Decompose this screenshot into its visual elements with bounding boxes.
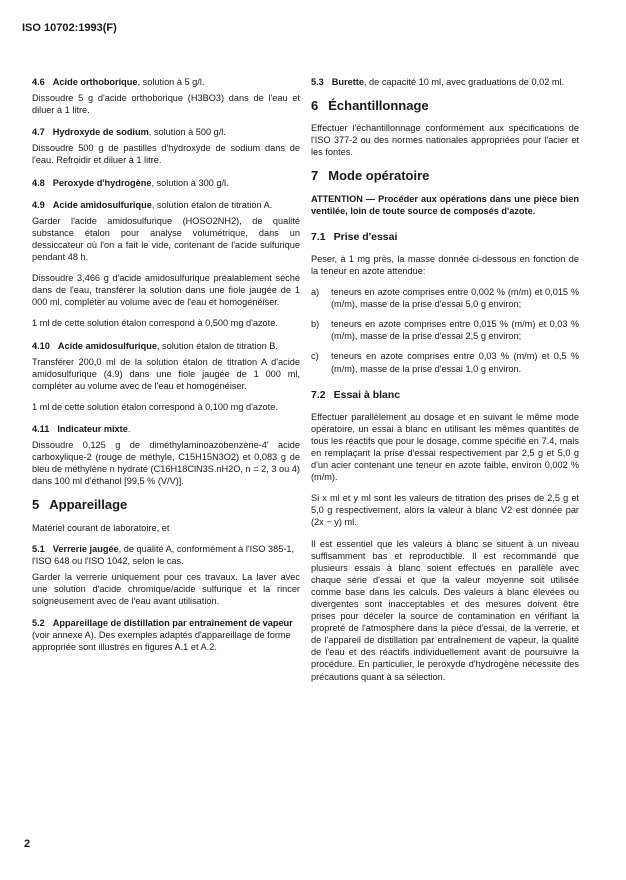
section-5-1 — [32, 543, 300, 607]
list-item: c) teneurs en azote comprises entre 0,03 % (m/m) et 0,5 % (m/m), masse de la prise d'essai 1,0 g environ. — [311, 351, 579, 374]
section-4-9 — [32, 199, 300, 330]
paragraph: Si x ml et y ml sont les valeurs de titration des prises de 2,5 g et 5,0 g respectivement, alors la valeur à blanc V2 est donnée par (2x − y) ml. — [311, 493, 579, 528]
subclause-heading: 4.7 Hydroxyde de sodium, solution à 500 g/l. — [32, 127, 226, 138]
paragraph: Effectuer l'échantillonnage conformément aux spécifications de l'ISO 377-2 ou des normes nationales appropriées pour l'acier et les fontes. — [311, 123, 579, 158]
subclause-heading: 4.9 Acide amidosulfurique, solution étalon de titration A. — [32, 199, 273, 210]
paragraph: Peser, à 1 mg près, la masse donnée ci-dessous en fonction de la teneur en azote attendue: — [311, 253, 579, 276]
section-4-10 — [32, 340, 300, 413]
paragraph: Effectuer parallèlement au dosage et en suivant le même mode opératoire, un essai à blanc en utilisant les mêmes quantités de tous les réactifs que pour le dosage, comme spécifié en 7.4, mais en remplaçant la prise d'essai respectivement par 2,5 g et 5,0 g d'un acier contenant une teneur en azote faible, environ 0,002 % (m/m). — [311, 411, 579, 483]
paragraph: Transférer 200,0 ml de la solution étalon de titration A d'acide amidosulfurique (4.9) dans une fiole jaugée de 1 000 ml, compléter au volume avec de l'eau et homogénéiser. — [32, 356, 300, 391]
subclause-heading: 4.8 Peroxyde d'hydrogène, solution à 300 g/l. — [32, 177, 229, 188]
paragraph: Matériel courant de laboratoire, et — [32, 522, 170, 533]
paragraph: 1 ml de cette solution étalon correspond à 0,500 mg d'azote. — [32, 318, 278, 329]
subclause-title: 7.2 Essai à blanc — [311, 388, 401, 401]
mass-list — [311, 286, 579, 375]
page-number: 2 — [24, 838, 31, 850]
paragraph: 1 ml de cette solution étalon correspond à 0,100 mg d'azote. — [32, 401, 278, 412]
subclause-heading: 5.3 Burette, de capacité 10 ml, avec graduations de 0,02 ml. — [311, 77, 565, 87]
document-id-header: ISO 10702:1993(F) — [22, 22, 117, 34]
subclause-heading: 5.1 Verrerie jaugée, de qualité A, conformément à l'ISO 385-1, l'ISO 648 ou l'ISO 1042, selon le cas. — [32, 543, 295, 566]
section-4-11 — [32, 423, 300, 487]
subclause-heading: 5.2 Appareillage de distillation par entraînement de vapeur (voir annexe A). Des exemples adaptés d'appareillage de forme appropriée sont illustrés en figures A.1 et A.2. — [32, 618, 293, 653]
section-4-8 — [32, 177, 300, 189]
paragraph: Dissoudre 5 g d'acide orthoborique (H3BO3) dans de l'eau et diluer à 1 litre. — [32, 93, 300, 116]
subclause-heading: 4.10 Acide amidosulfurique, solution étalon de titration B. — [32, 340, 278, 351]
paragraph: Il est essentiel que les valeurs à blanc se situent à un niveau suffisamment bas et reproductible. Il est recommandé que plusieurs essais à blanc soient effectués en parallèle avec chaque série d'essai et que la valeur moyenne soit utilisée comme base dans les calculs. Des valeurs à blanc élevées ou divergentes sont inacceptables et des mesures doivent être prises pour déceler la source de contamination en vérifiant la propreté de l'atmosphère dans la pièce d'essai, de la verrerie, et de l'appareil de distillation par entraînement de vapeur, la qualité de l'eau et des réactifs individuellement avant de poursuivre la procédure. En particulier, le peroxyde d'hydrogène nécessite des précautions quant à sa sélection. — [311, 538, 579, 682]
clause-heading: 7 Mode opératoire — [311, 168, 430, 184]
section-4-7 — [32, 126, 300, 166]
left-column — [32, 76, 300, 663]
section-5-2 — [32, 617, 300, 653]
list-item: b) teneurs en azote comprises entre 0,015 % (m/m) et 0,03 % (m/m), masse de la prise d'essai 2,5 g environ; — [311, 319, 579, 342]
paragraph: Dissoudre 3,466 g d'acide amidosulfurique préalablement séché dans de l'eau, transférer la solution dans une fiole jaugée de 1 000 ml, compléter au volume avec de l'eau et homogénéiser. — [32, 273, 300, 308]
list-item: a) teneurs en azote comprises entre 0,002 % (m/m) et 0,015 % (m/m), masse de la prise d'essai 5,0 g environ; — [311, 287, 579, 310]
subclause-title: 7.1 Prise d'essai — [311, 230, 398, 243]
subclause-heading: 4.6 Acide orthoborique, solution à 5 g/l. — [32, 77, 205, 87]
paragraph: Garder l'acide amidosulfurique (HOSO2NH2), de qualité substance étalon pour analyse volumétrique, dans un dessiccateur où l'on a fait le vide, contenant de l'acide sulfurique pendant 48 h. — [32, 215, 300, 263]
paragraph: Garder la verrerie uniquement pour ces travaux. La laver avec une solution d'acide chromique/acide sulfurique et la rincer soigneusement avec de l'eau avant utilisation. — [32, 571, 300, 606]
section-4-6 — [32, 76, 300, 116]
warning-notice: ATTENTION — Procéder aux opérations dans une pièce bien ventilée, loin de toute source de composés d'azote. — [311, 193, 579, 216]
clause-heading: 5 Appareillage — [32, 497, 128, 513]
right-column — [311, 76, 579, 692]
section-5-3 — [311, 76, 579, 88]
paragraph: Dissoudre 500 g de pastilles d'hydroxyde de sodium dans de l'eau. Refroidir et diluer à 1 litre. — [32, 143, 300, 166]
clause-heading: 6 Échantillonnage — [311, 98, 429, 114]
paragraph: Dissoudre 0,125 g de diméthylaminoazobenzène-4' acide carboxylique-2 (rouge de méthyle, C15H15N3O2) et 0,083 g de bleu de méthylène n hydraté (C16H18ClN3S.nH2O, n = 2, 3 ou 4) dans 100 ml d'éthanol [99,5 % (V/V)]. — [32, 440, 300, 487]
subclause-heading: 4.11 Indicateur mixte. — [32, 423, 131, 434]
